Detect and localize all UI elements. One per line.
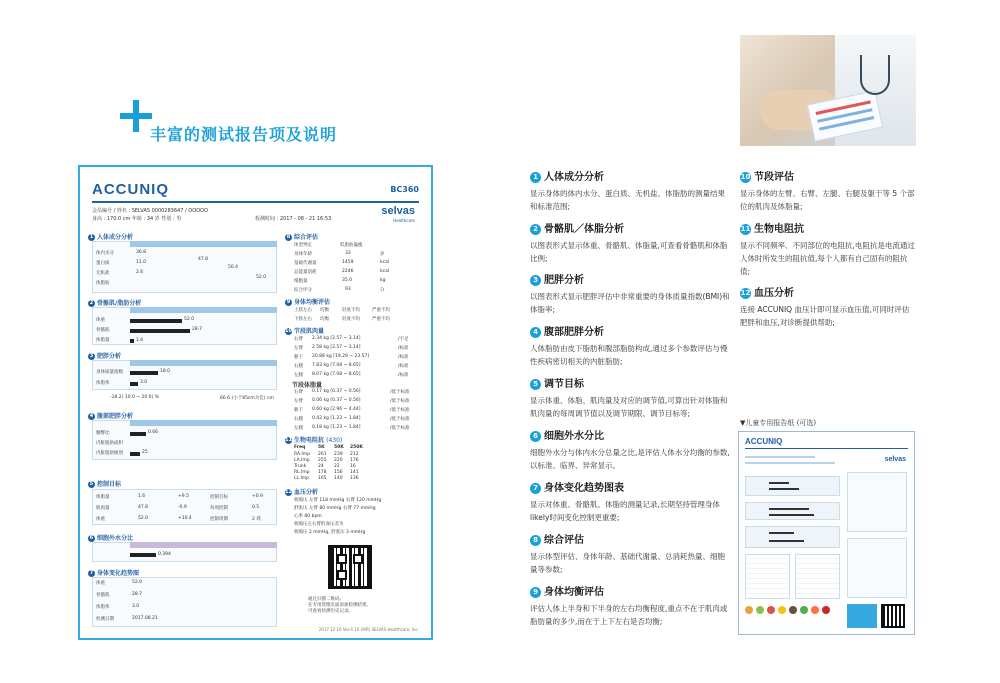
number-badge: 8 xyxy=(530,535,541,546)
value: 3.0 xyxy=(140,380,148,385)
feature-title-text: 生物电阻抗 xyxy=(754,224,804,235)
section-target: 5 控制目标 xyxy=(89,481,122,488)
eval-label: 体型判定 xyxy=(294,243,312,248)
section-ecw: 6 细胞外水分比 xyxy=(89,535,134,542)
section-composition: 1 人体成分分析 xyxy=(89,234,134,241)
number-badge: 2 xyxy=(530,224,541,235)
value: 18.0 xyxy=(160,369,171,374)
row-label: 体脂肪 xyxy=(96,281,110,286)
row-label: 体脂率 xyxy=(96,381,110,386)
value: 1.6 xyxy=(138,494,146,499)
impedance-head: 5K xyxy=(318,445,325,450)
value: 控制目标 xyxy=(210,495,228,500)
visceral-bar xyxy=(130,452,140,456)
bmi-bar xyxy=(130,371,158,375)
feature-title xyxy=(530,220,730,235)
segment-value: 20.88 kg [19.29 ~ 23.57] xyxy=(312,354,370,359)
eval-unit: kcal xyxy=(380,269,390,274)
feature-desc: 显示体型评估、身体年龄、基础代谢量、总消耗热量、细胞量等参数; xyxy=(530,552,725,574)
feature-title xyxy=(530,531,730,546)
feature-item xyxy=(530,479,730,524)
feature-title-text: 肥胖分析 xyxy=(544,275,584,286)
trend-table xyxy=(92,577,277,627)
feature-title xyxy=(530,271,730,286)
balance-option: 均衡 xyxy=(320,317,329,322)
eval-value: 33 xyxy=(345,251,351,256)
section-impedance: 11 生物电阻抗 (430) xyxy=(285,437,343,444)
segment-value: 0.06 kg [0.37 ~ 0.56] xyxy=(312,398,361,403)
eval-label: 总能量消耗 xyxy=(294,270,317,275)
feature-desc: 显示体重、体脂、肌肉量及对应的调节值,可算出针对体脂和肌肉量的每周调节值以及调节期限、调节目标等; xyxy=(530,396,728,418)
row-label: 体脂率 xyxy=(96,605,110,610)
segment-status: /低于标准 xyxy=(390,417,410,422)
value: 28.7 xyxy=(192,327,203,332)
feature-item xyxy=(530,427,730,472)
feature-title-text: 身体变化趋势图表 xyxy=(544,483,624,494)
value: 每周控制 xyxy=(210,506,228,511)
food-icons xyxy=(745,604,840,628)
bp-line: 收缩压左右臂的血压差为 xyxy=(294,522,344,527)
muscle-table-head xyxy=(130,307,277,313)
impedance-cell: 24 xyxy=(318,464,324,469)
segment-value: 8.07 kg [7.08 ~ 8.65] xyxy=(312,372,361,377)
value: +9.5 xyxy=(178,494,189,499)
page-title: 丰富的测试报告项及说明 xyxy=(150,125,338,144)
number-badge: 7 xyxy=(530,483,541,494)
feature-desc: 连接 ACCUNIQ 血压计即可显示血压值,可同时评估肥胖和血压,对诊断提供帮助; xyxy=(740,305,910,327)
segment-value: 0.17 kg [0.37 ~ 0.56] xyxy=(312,389,361,394)
impedance-cell: 239 xyxy=(334,452,343,457)
segment-fat-title: 节段体脂量 xyxy=(292,382,323,389)
value: 25 xyxy=(142,450,148,455)
number-badge: 3 xyxy=(530,275,541,286)
feature-item xyxy=(530,531,730,576)
segment-label: 左臂 xyxy=(294,346,303,351)
impedance-cell: 165 xyxy=(318,476,327,481)
balance-label: 下肢左右 xyxy=(294,317,312,322)
row-label: 内脏脂肪级别 xyxy=(96,451,123,456)
test-date: 检测时间 : 2017 - 08 - 21 16:53 xyxy=(255,216,332,222)
row-label: 体脂量 xyxy=(96,338,110,343)
feature-item xyxy=(740,168,916,213)
row-label: 肌肉量 xyxy=(96,506,110,511)
impedance-cell: 141 xyxy=(350,470,359,475)
eval-unit: 分 xyxy=(380,288,385,293)
selvas-logo-sub: Healthcare xyxy=(393,218,415,223)
feature-desc: 以图表形式显示体重、骨骼肌、体脂量,可查看骨骼肌和体脂比例; xyxy=(530,241,728,263)
balance-option: 轻度不均 xyxy=(342,308,360,313)
eval-label: 综合评分 xyxy=(294,288,312,293)
child-selvas-logo: selvas xyxy=(884,456,906,463)
number-badge: 9 xyxy=(530,587,541,598)
value: 52.0 xyxy=(132,580,143,585)
row-label: 内脏脂肪面积 xyxy=(96,441,123,446)
child-report-caption: ▼儿童专用报告纸 (可选) xyxy=(740,419,817,427)
segment-label: 右臂 xyxy=(294,337,303,342)
impedance-cell: 261 xyxy=(318,452,327,457)
segment-status: /低于标准 xyxy=(390,390,410,395)
feature-title xyxy=(740,284,916,299)
child-report-sample xyxy=(738,431,915,635)
value: 52.0 xyxy=(256,275,267,280)
row-label: 检测日期 xyxy=(96,617,114,622)
value: -18.2( 10.0 ~ 20.0) % xyxy=(110,395,159,400)
impedance-cell: RA.Imp xyxy=(294,452,310,457)
feature-title xyxy=(530,323,730,338)
number-badge: 1 xyxy=(530,172,541,183)
bp-line: 心率 80 bpm xyxy=(294,514,322,519)
child-accuniq-logo: ACCUNIQ xyxy=(745,437,783,446)
value: +0.9 xyxy=(252,494,263,499)
section-muscle-fat: 2 骨骼肌/脂肪分析 xyxy=(89,300,142,307)
feature-desc: 显示身体的体内水分、蛋白质、无机盐、体脂肪的测量结果和标准范围; xyxy=(530,189,725,211)
eval-unit: kg xyxy=(380,278,386,283)
qr-note: 通过扫描二维码, 在专用管理页面添加检测结果, 可查看检测历史记录。 xyxy=(308,597,368,614)
row-label: 体脂量 xyxy=(96,495,110,500)
impedance-cell: 140 xyxy=(334,476,343,481)
plus-icon xyxy=(120,100,152,132)
feature-title-text: 节段评估 xyxy=(754,172,794,183)
eval-label: 身体年龄 xyxy=(294,252,312,257)
impedance-cell: 16 xyxy=(350,464,356,469)
row-label: 身体质量指数 xyxy=(96,370,123,375)
row-label: 体重 xyxy=(96,318,105,323)
segment-status: /标准 xyxy=(398,346,409,351)
impedance-cell: 212 xyxy=(350,452,359,457)
eval-unit: kcal xyxy=(380,260,390,265)
number-badge: 5 xyxy=(530,379,541,390)
balance-option: 严重不均 xyxy=(372,308,390,313)
doctor-patient-photo xyxy=(740,35,916,146)
accuniq-logo: ACCUNIQ xyxy=(92,181,169,198)
segment-label: 左臂 xyxy=(294,399,303,404)
eval-value: 1459 xyxy=(342,260,354,265)
ecw-table-head xyxy=(130,542,277,548)
bp-line: 舒张压 左臂 80 mmHg 右臂 77 mmHg xyxy=(294,506,376,511)
feature-title-text: 腹部肥胖分析 xyxy=(544,327,604,338)
value: 50.4 xyxy=(228,265,239,270)
value: 2 周 xyxy=(252,517,261,522)
value: 36.8 xyxy=(136,250,147,255)
segment-label: 右腿 xyxy=(294,417,303,422)
value: 控制周期 xyxy=(210,517,228,522)
balance-option: 均衡 xyxy=(320,308,329,313)
feature-desc: 以图表形式显示肥胖评估中非常重要的身体质量指数(BMI)和体脂率; xyxy=(530,292,730,314)
feature-item xyxy=(740,220,916,278)
segment-status: /低于标准 xyxy=(390,399,410,404)
feature-desc: 显示身体的左臂、右臂、左腿、右腿及躯干等 5 个部位的肌肉及体脂量; xyxy=(740,189,915,211)
balance-label: 上肢左右 xyxy=(294,308,312,313)
feature-title-text: 骨骼肌／体脂分析 xyxy=(544,224,624,235)
row-label: 体重 xyxy=(96,517,105,522)
segment-status: /低于标准 xyxy=(390,426,410,431)
feature-title xyxy=(530,375,730,390)
feature-item xyxy=(530,323,730,368)
feature-desc: 显示不同频率、不同部位的电阻抗,电阻抗是电流通过人体时所发生的阻抗值,每个人都有自己固有的阻抗值; xyxy=(740,241,915,276)
eval-label: 基础代谢量 xyxy=(294,261,317,266)
feature-item xyxy=(530,583,730,628)
segment-label: 左腿 xyxy=(294,373,303,378)
value: 2017.08.21 xyxy=(132,616,158,621)
composition-table xyxy=(92,241,277,293)
feature-title xyxy=(530,583,730,598)
impedance-cell: 255 xyxy=(318,458,327,463)
report-footer: 2017.12.16 Ver.4.10 (9/R) SELVAS Healthcare, Inc. xyxy=(318,627,419,632)
qr-code xyxy=(328,545,372,589)
segment-status: /低于标准 xyxy=(390,408,410,413)
muscle-bar xyxy=(130,329,190,333)
segment-value: 2.58 kg [2.57 ~ 3.14] xyxy=(312,345,361,350)
feature-item xyxy=(530,168,730,213)
feature-title-text: 细胞外水分比 xyxy=(544,431,604,442)
value: -0.9 xyxy=(178,505,187,510)
row-label: 腰臀比 xyxy=(96,431,110,436)
impedance-head: 250K xyxy=(350,445,363,450)
impedance-cell: 22 xyxy=(334,464,340,469)
segment-status: /标准 xyxy=(398,355,409,360)
eval-value: 93 xyxy=(345,287,351,292)
eval-label: 细胞量 xyxy=(294,279,308,284)
eval-value: 低脂肪偏瘦 xyxy=(340,243,363,248)
impedance-cell: RL.Imp xyxy=(294,470,310,475)
feature-title-text: 人体成分分析 xyxy=(544,172,604,183)
bp-line: 收缩压 2 mmHg, 舒张压 3 mmHg xyxy=(294,530,366,535)
segment-label: 左腿 xyxy=(294,426,303,431)
feature-item xyxy=(530,271,730,316)
segment-label: 右腿 xyxy=(294,364,303,369)
feature-item xyxy=(530,220,730,265)
report-sample xyxy=(78,165,433,640)
feature-desc: 评估人体上半身和下半身的左右均衡程度,重点不在于肌肉或脂肪量的多少,而在于上下左右是否均衡; xyxy=(530,604,728,626)
row-label: 无机盐 xyxy=(96,271,110,276)
number-badge: 6 xyxy=(530,431,541,442)
feature-title-text: 调节目标 xyxy=(544,379,584,390)
row-label: 体重 xyxy=(96,581,105,586)
feature-title-text: 身体均衡评估 xyxy=(544,587,604,598)
section-balance: 9 身体均衡评估 xyxy=(286,299,331,306)
feature-desc: 人体脂肪由皮下脂肪和腹部脂肪构成,通过多个参数评估与慢性疾病密切相关的内脏脂肪; xyxy=(530,344,728,366)
value: 52.0 xyxy=(184,317,195,322)
body-info: 身高 : 170.0 cm 年龄 : 34 岁 性别 : 男 xyxy=(92,216,182,222)
balance-option: 轻度不均 xyxy=(342,317,360,322)
feature-title xyxy=(530,427,730,442)
row-label: 骨骼肌 xyxy=(96,593,110,598)
number-badge: 10 xyxy=(740,173,751,181)
value: 52.0 xyxy=(138,516,149,521)
feature-title xyxy=(740,220,916,235)
feature-item xyxy=(740,284,916,329)
feature-desc: 显示对体重、骨骼肌、体脂的测量记录,长期坚持管理身体likely时间变化控制更重要; xyxy=(530,500,720,522)
value: 47.8 xyxy=(198,257,209,262)
selvas-logo: selvas xyxy=(381,205,415,217)
pbf-bar xyxy=(130,382,138,386)
number-badge: 11 xyxy=(740,225,751,233)
abdominal-table-head xyxy=(130,420,277,426)
section-evaluation: 8 综合评估 xyxy=(286,234,319,241)
fat-bar xyxy=(130,339,134,343)
section-bp: 12 血压分析 xyxy=(285,489,319,496)
impedance-cell: 156 xyxy=(334,470,343,475)
bp-line: 收缩压 左臂 118 mmHg 右臂 120 mmHg xyxy=(294,498,382,503)
feature-title-text: 血压分析 xyxy=(754,288,794,299)
feature-item xyxy=(530,375,730,420)
section-abdominal: 4 腹部肥胖分析 xyxy=(89,413,134,420)
value: 66.6 (小于85cm为佳) cm xyxy=(220,396,274,401)
segment-value: 2.34 kg [2.57 ~ 3.14] xyxy=(312,336,361,341)
row-label: 骨骼肌 xyxy=(96,328,110,333)
value: 0.394 xyxy=(158,552,171,557)
feature-desc: 细胞外水分与体内水分总量之比,是评估人体水分均衡的参数,以标准、临界、异常显示。 xyxy=(530,448,730,470)
member-info: 会员编号 / 姓名 : SELVAS 0000283647 / OOOOO xyxy=(92,208,208,214)
impedance-cell: LA.Imp xyxy=(294,458,310,463)
row-label: 蛋白质 xyxy=(96,261,110,266)
eval-unit: 岁 xyxy=(380,252,385,257)
eval-value: 2246 xyxy=(342,269,354,274)
value: 2.6 xyxy=(136,270,144,275)
report-header xyxy=(92,179,419,203)
obesity-table-head xyxy=(130,360,277,366)
weight-bar xyxy=(130,319,182,323)
segment-value: 7.83 kg [7.08 ~ 8.65] xyxy=(312,363,361,368)
section-trend: 7 身体变化趋势图 xyxy=(89,570,140,577)
value: 11.0 xyxy=(136,260,147,265)
segment-value: 0.42 kg [1.23 ~ 1.84] xyxy=(312,416,361,421)
whr-bar xyxy=(130,432,146,436)
segment-value: 0.60 kg [2.96 ~ 4.44] xyxy=(312,407,361,412)
value: 28.7 xyxy=(132,592,143,597)
feature-title xyxy=(530,168,730,183)
impedance-cell: 178 xyxy=(318,470,327,475)
impedance-cell: LL.Imp xyxy=(294,476,310,481)
section-segment: 10 节段肌肉量 xyxy=(285,328,325,335)
segment-label: 躯干 xyxy=(294,355,303,360)
eval-value: 35.0 xyxy=(342,278,353,283)
model-label: BC360 xyxy=(390,185,419,194)
value: 3.0 xyxy=(132,604,140,609)
balance-option: 严重不均 xyxy=(372,317,390,322)
segment-value: 0.18 kg [1.23 ~ 1.84] xyxy=(312,425,361,430)
row-label: 体内水分 xyxy=(96,251,114,256)
number-badge: 4 xyxy=(530,327,541,338)
ecw-bar xyxy=(130,553,156,557)
feature-title xyxy=(530,479,730,494)
value: 1.6 xyxy=(136,338,144,343)
value: 0.66 xyxy=(148,430,159,435)
value: +10.4 xyxy=(178,516,192,521)
impedance-cell: Trunk xyxy=(294,464,307,469)
value: 47.8 xyxy=(138,505,149,510)
impedance-head: Freq xyxy=(294,445,306,450)
impedance-head: 50K xyxy=(334,445,344,450)
segment-status: /标准 xyxy=(398,364,409,369)
value: 0.5 xyxy=(252,505,260,510)
composition-table-head xyxy=(130,241,277,247)
segment-status: /标准 xyxy=(398,373,409,378)
section-obesity: 3 肥胖分析 xyxy=(89,353,122,360)
segment-label: 躯干 xyxy=(294,408,303,413)
number-badge: 12 xyxy=(740,289,751,297)
impedance-cell: 176 xyxy=(350,458,359,463)
segment-status: /不足 xyxy=(398,337,409,342)
impedance-cell: 136 xyxy=(350,476,359,481)
impedance-cell: 220 xyxy=(334,458,343,463)
segment-label: 右臂 xyxy=(294,390,303,395)
feature-title xyxy=(740,168,916,183)
feature-title-text: 综合评估 xyxy=(544,535,584,546)
